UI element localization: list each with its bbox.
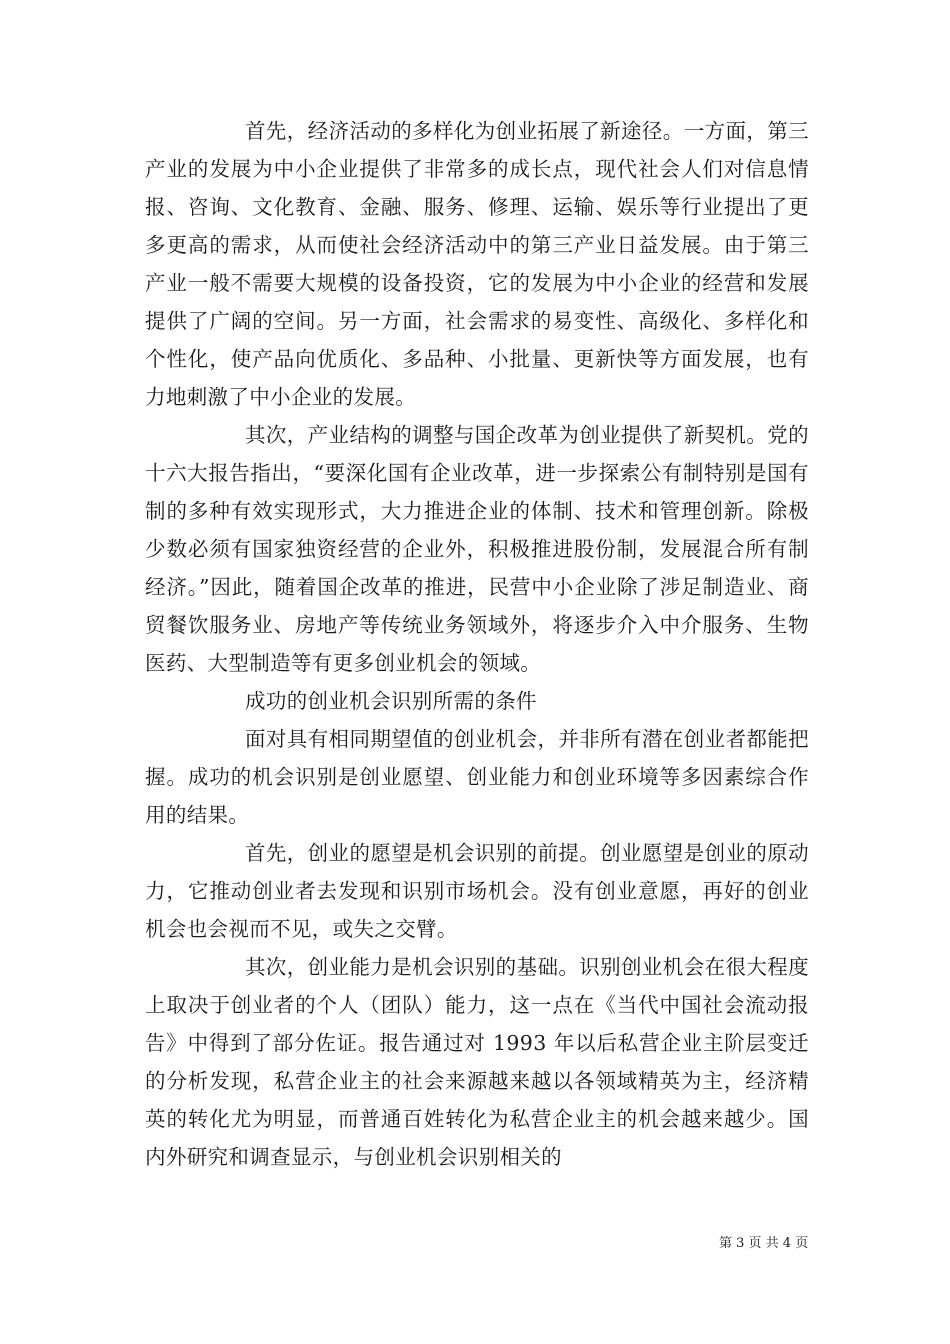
paragraph-entrepreneurial-desire: 首先，创业的愿望是机会识别的前提。创业愿望是创业的原动力，它推动创业者去发现和识别市场机会。没有创业意愿，再好的创业机会也会视而不见，或失之交臂。 xyxy=(145,841,809,941)
page-number-footer: 第 3 页 共 4 页 xyxy=(719,1236,809,1251)
section-heading: 成功的创业机会识别所需的条件 xyxy=(245,689,537,713)
paragraph-industrial-restructuring: 其次，产业结构的调整与国企改革为创业提供了新契机。党的十六大报告指出，“要深化国有企业改革，进一步探索公有制特别是国有制的多种有效实现形式，大力推进企业的体制、技术和管理创新。除极少数必须有国家独资经营的企业外，积极推进股份制，发展混合所有制经济。”因此，随着国企改革的推进，民营中小企业除了涉足制造业、商贸餐饮服务业、房地产等传统业务领域外，将逐步介入中介服务、生物医药、大型制造等有更多创业机会的领域。 xyxy=(145,423,809,675)
paragraph-entrepreneurial-ability: 其次，创业能力是机会识别的基础。识别创业机会在很大程度上取决于创业者的个人（团队）能力，这一点在《当代中国社会流动报告》中得到了部分佐证。报告通过对 1993 年以后私营企业主阶层变迁的分析发现，私营企业主的社会来源越来越以各领域精英为主，经济精英的转化尤为明显，而普通百姓转化为私营企业主的机会越来越少。国内外研究和调查显示，与创业机会识别相关的 xyxy=(145,955,809,1169)
paragraph-opportunity-recognition: 面对具有相同期望值的创业机会，并非所有潜在创业者都能把握。成功的机会识别是创业愿望、创业能力和创业环境等多因素综合作用的结果。 xyxy=(145,727,809,827)
paragraph-economic-diversity: 首先，经济活动的多样化为创业拓展了新途径。一方面，第三产业的发展为中小企业提供了非常多的成长点，现代社会人们对信息情报、咨询、文化教育、金融、服务、修理、运输、娱乐等行业提出了更多更高的需求，从而使社会经济活动中的第三产业日益发展。由于第三产业一般不需要大规模的设备投资，它的发展为中小企业的经营和发展提供了广阔的空间。另一方面，社会需求的易变性、高级化、多样化和个性化，使产品向优质化、多品种、小批量、更新快等方面发展，也有力地刺激了中小企业的发展。 xyxy=(145,119,809,409)
document-body xyxy=(145,112,809,1176)
